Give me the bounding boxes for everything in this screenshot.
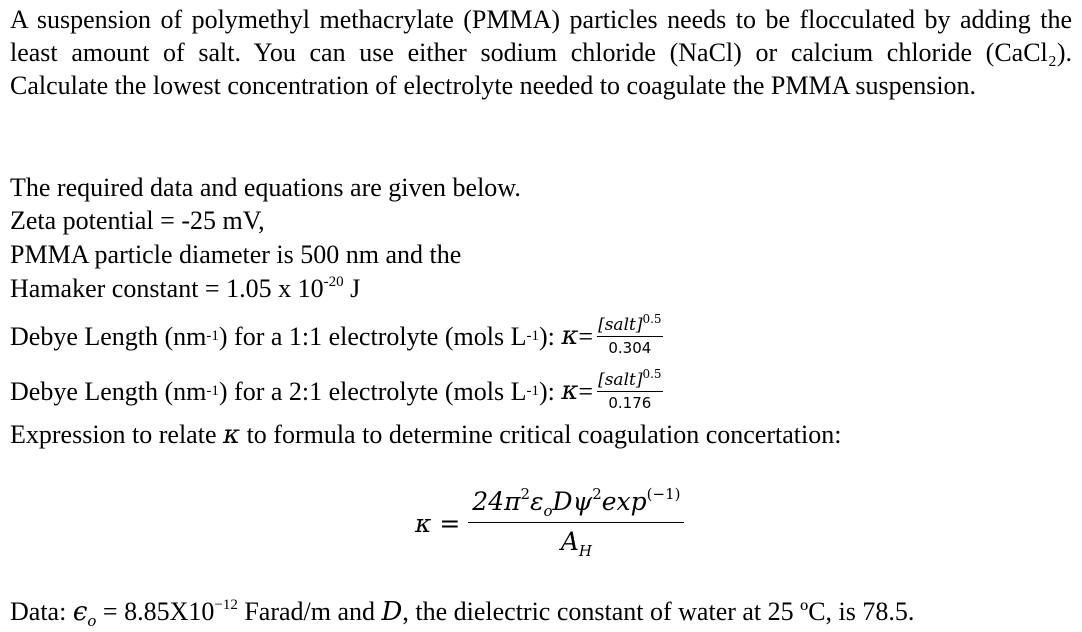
num-exp-2: 2 bbox=[520, 485, 531, 503]
debye-11-text-a: Debye Length (nm bbox=[10, 321, 207, 351]
hamaker-exponent: -20 bbox=[323, 274, 344, 290]
num-term-epsilon: ε bbox=[530, 487, 544, 516]
data-suffix: , the dielectric constant of water at 25 ºC, is 78.5. bbox=[402, 597, 915, 626]
hamaker-constant-line bbox=[10, 272, 360, 305]
debye-21-fraction bbox=[597, 366, 663, 413]
debye-11-fraction bbox=[597, 311, 663, 358]
kappa-symbol: κ bbox=[561, 375, 579, 406]
data-prefix: Data: bbox=[10, 597, 73, 626]
epsilon-exponent: −12 bbox=[214, 597, 238, 613]
given-heading: The required data and equations are given below. bbox=[10, 173, 521, 202]
debye-21-numerator bbox=[597, 366, 663, 392]
debye-11-text-b: ) for a 1:1 electrolyte (mols L bbox=[218, 321, 527, 351]
num-term-dpsi: Dψ bbox=[552, 487, 593, 516]
num-sub-o: o bbox=[543, 502, 553, 520]
den-sub-h: H bbox=[578, 542, 592, 560]
salt-term: [salt] bbox=[598, 369, 643, 390]
hamaker-unit: J bbox=[343, 274, 361, 303]
coagulation-equation bbox=[415, 478, 684, 568]
expression-prefix: Expression to relate bbox=[10, 420, 223, 449]
debye-11-numerator bbox=[597, 311, 663, 337]
debye-21-denominator: 0.176 bbox=[608, 393, 652, 412]
den-term-a: A bbox=[560, 527, 579, 556]
debye-length-1-1: Debye Length (nm -1 ) for a 1:1 electrolyte (mols L -1 ): κ = $\frac{[salt]^{0.5}}{0.304}$ bbox=[10, 311, 662, 357]
num-exp-minus-one: (−1) bbox=[646, 485, 681, 503]
epsilon-sub: o bbox=[87, 612, 97, 630]
kappa-symbol: κ bbox=[561, 320, 579, 351]
epsilon-symbol: ϵ bbox=[72, 597, 88, 627]
equals-sign: = bbox=[578, 321, 594, 351]
debye-21-text-c: ): bbox=[538, 376, 555, 406]
hamaker-prefix: Hamaker constant = 1.05 x 10 bbox=[10, 274, 324, 303]
particle-diameter-line: PMMA particle diameter is 500 nm and the bbox=[10, 240, 462, 269]
salt-term: [salt] bbox=[598, 314, 643, 335]
num-term-exp: exp bbox=[601, 487, 647, 516]
data-mid: Farad/m and bbox=[237, 597, 382, 626]
dielectric-symbol: D bbox=[381, 597, 403, 627]
data-line bbox=[10, 595, 914, 629]
equation-numerator bbox=[468, 485, 684, 523]
expression-line bbox=[10, 418, 841, 452]
debye-11-denominator: 0.304 bbox=[608, 338, 652, 357]
debye-21-text-a: Debye Length (nm bbox=[10, 376, 207, 406]
problem-statement: A suspension of polymethyl methacrylate (PMMA) particles needs to be flocculated by adding the least amount of salt. You can use either sodium chloride (NaCl) or calcium chloride (CaCl₂). Calculate the lowest concentration of electrolyte needed to coagulate the PMMA suspension. bbox=[10, 5, 1072, 100]
equation-fraction bbox=[468, 485, 684, 561]
expression-suffix: to formula to determine critical coagulation concertation: bbox=[240, 420, 842, 449]
num-term-24pi: 24π bbox=[472, 487, 521, 516]
num-exp-2: 2 bbox=[592, 485, 602, 503]
equation-denominator bbox=[468, 523, 684, 561]
salt-exponent: 0.5 bbox=[642, 311, 662, 326]
kappa-symbol: κ bbox=[223, 420, 241, 450]
equation-lhs: κ = bbox=[415, 508, 461, 538]
equals-sign: = bbox=[578, 376, 594, 406]
debye-11-text-c: ): bbox=[538, 321, 555, 351]
debye-length-2-1: Debye Length (nm -1 ) for a 2:1 electrolyte (mols L -1 ): κ = $\frac{[salt]^{0.5}}{0.176}$ bbox=[10, 366, 662, 412]
salt-exponent: 0.5 bbox=[642, 366, 662, 381]
zeta-potential-line: Zeta potential = -25 mV, bbox=[10, 206, 265, 235]
debye-21-text-b: ) for a 2:1 electrolyte (mols L bbox=[218, 376, 527, 406]
epsilon-value: = 8.85X10 bbox=[96, 597, 215, 626]
